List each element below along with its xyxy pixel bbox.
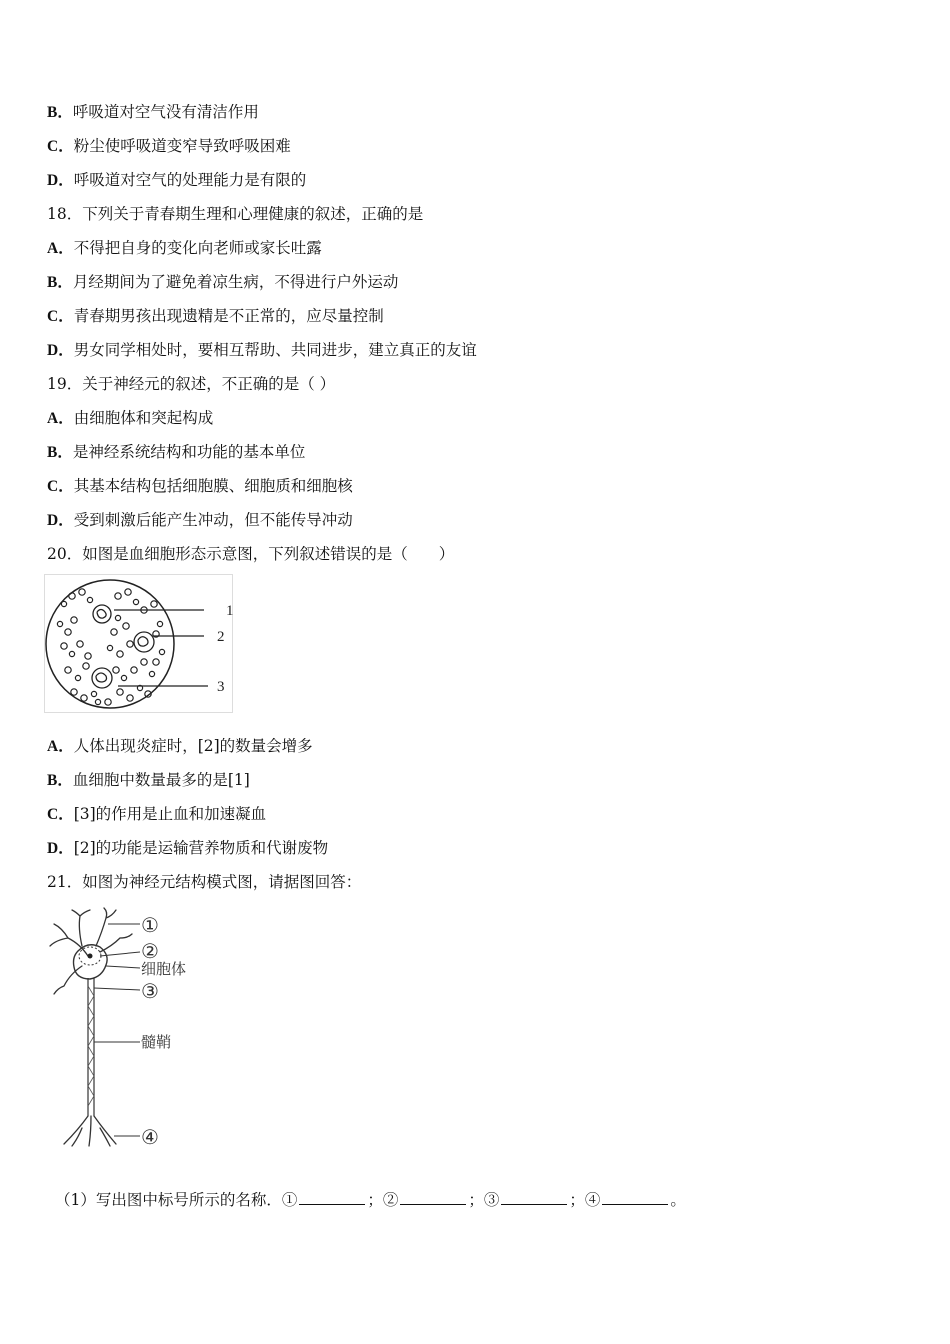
q18-stem: 18．下列关于青春期生理和心理健康的叙述，正确的是 (47, 205, 424, 223)
figure-label-2: 2 (217, 629, 225, 645)
option-text: 月经期间为了避免着凉生病，不得进行户外运动 (72, 273, 399, 291)
q19-option-c (47, 476, 353, 497)
option-text: [2]的功能是运输营养物质和代谢废物 (73, 839, 329, 857)
option-letter: C． (47, 478, 74, 495)
neuron-figure (48, 906, 208, 1156)
option-text: 血细胞中数量最多的是[1] (72, 771, 250, 789)
q21-stem: 21．如图为神经元结构模式图，请据图回答： (47, 873, 362, 891)
answer-blank-4[interactable] (602, 1190, 668, 1205)
answer-blank-3[interactable] (501, 1190, 567, 1205)
option-text: [3]的作用是止血和加速凝血 (73, 805, 267, 823)
option-text: 其基本结构包括细胞膜、细胞质和细胞核 (73, 477, 353, 495)
option-text: 受到刺激后能产生冲动，但不能传导冲动 (73, 511, 353, 529)
neuron-label-2: ② (141, 939, 159, 963)
q20-option-b (47, 770, 250, 791)
option-letter: D． (47, 342, 74, 359)
sub1-prefix: （1）写出图中标号所示的名称．① (55, 1191, 298, 1209)
option-letter: B． (47, 444, 73, 461)
q20-option-a (47, 736, 313, 757)
q18-option-c (47, 306, 384, 327)
sub1-sep2: ；③ (468, 1191, 500, 1209)
option-text: 青春期男孩出现遗精是不正常的，应尽量控制 (73, 307, 384, 325)
option-letter: D． (47, 840, 74, 857)
option-letter: A． (47, 738, 74, 755)
option-text: 由细胞体和突起构成 (73, 409, 214, 427)
option-letter: D． (47, 512, 74, 529)
q21-subquestion-1 (55, 1190, 686, 1210)
q17-option-d (47, 170, 306, 191)
neuron-label-4: ④ (141, 1125, 159, 1149)
option-text: 粉尘使呼吸道变窄导致呼吸困难 (73, 137, 291, 155)
option-letter: B． (47, 274, 73, 291)
answer-blank-1[interactable] (299, 1190, 365, 1205)
option-letter: D． (47, 172, 74, 189)
q20-option-c (47, 804, 266, 825)
microscope-field (46, 580, 174, 708)
option-letter: B． (47, 772, 73, 789)
option-letter: A． (47, 410, 74, 427)
q20-stem: 20．如图是血细胞形态示意图，下列叙述错误的是（ ） (47, 545, 455, 563)
blood-cell-figure (44, 574, 236, 714)
q17-option-b (47, 102, 259, 123)
option-text: 是神经系统结构和功能的基本单位 (72, 443, 306, 461)
dendrites (50, 908, 132, 994)
myelin-sheath (88, 986, 94, 1106)
option-text: 男女同学相处时，要相互帮助、共同进步，建立真正的友谊 (73, 341, 477, 359)
answer-blank-2[interactable] (400, 1190, 466, 1205)
option-letter: C． (47, 308, 74, 325)
q18-option-d (47, 340, 477, 361)
axon-terminals (64, 1116, 116, 1146)
q19-option-b (47, 442, 305, 463)
nucleus (88, 954, 93, 959)
sub1-end: 。 (670, 1191, 686, 1209)
option-text: 人体出现炎症时，[2]的数量会增多 (73, 737, 313, 755)
option-letter: A． (47, 240, 74, 257)
q19-option-d (47, 510, 353, 531)
option-letter: B． (47, 104, 73, 121)
figure-label-1: 1 (226, 603, 234, 619)
option-letter: C． (47, 138, 74, 155)
q17-option-c (47, 136, 291, 157)
q18-option-a (47, 238, 322, 259)
neuron-label-cell-body: 细胞体 (141, 960, 187, 978)
sub1-sep: ；② (367, 1191, 399, 1209)
neuron-label-myelin: 髓鞘 (141, 1033, 172, 1051)
neuron-label-3: ③ (141, 979, 159, 1003)
figure-label-3: 3 (217, 679, 225, 695)
q18-option-b (47, 272, 398, 293)
option-letter: C． (47, 806, 74, 823)
option-text: 呼吸道对空气的处理能力是有限的 (73, 171, 307, 189)
sub1-sep3: ；④ (569, 1191, 601, 1209)
q19-option-a (47, 408, 213, 429)
q20-option-d (47, 838, 328, 859)
option-text: 呼吸道对空气没有清洁作用 (72, 103, 259, 121)
cell-body (74, 945, 108, 979)
option-text: 不得把自身的变化向老师或家长吐露 (73, 239, 322, 257)
neuron-label-1: ① (141, 913, 159, 937)
q19-stem: 19．关于神经元的叙述，不正确的是（ ） (47, 375, 336, 393)
